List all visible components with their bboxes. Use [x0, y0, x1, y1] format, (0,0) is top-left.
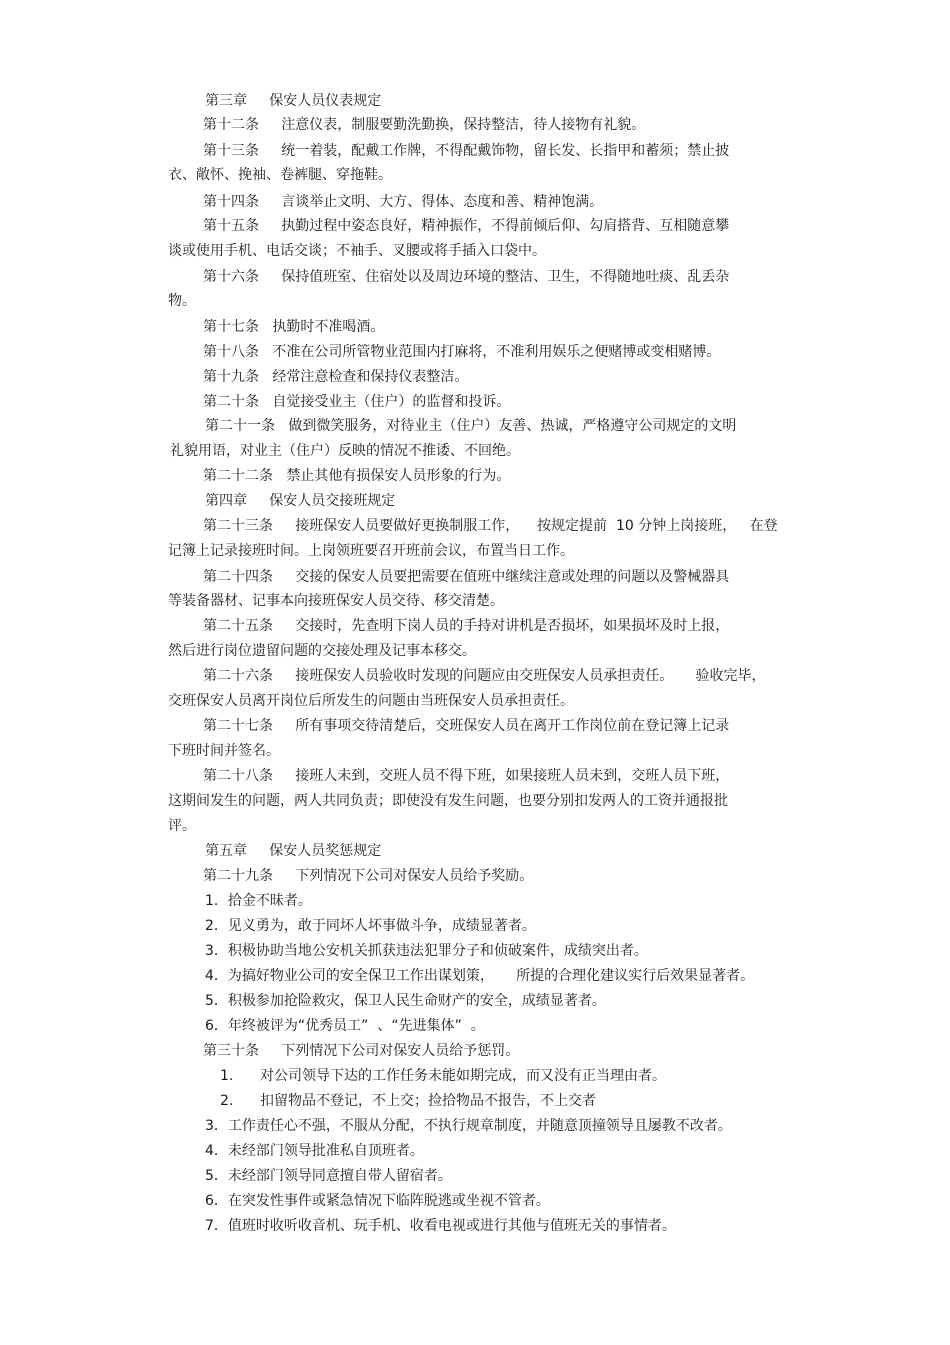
article-line: 第三十条 下列情况下公司对保安人员给予惩罚。 — [203, 1043, 520, 1059]
article-continuation: 谈或使用手机、电话交谈；不袖手、叉腰或将手插入口袋中。 — [168, 243, 546, 259]
list-item: 5．积极参加抢险救灾，保卫人民生命财产的安全，成绩显著者。 — [205, 993, 606, 1009]
list-item: 2．见义勇为，敢于同坏人坏事做斗争，成绩显著者。 — [205, 918, 536, 934]
list-item: 6．年终被评为“优秀员工” 、“先进集体” 。 — [205, 1018, 485, 1034]
article-continuation: 衣、敞怀、挽袖、卷裤腿、穿拖鞋。 — [168, 167, 392, 183]
list-item: 4．为搞好物业公司的安全保卫工作出谋划策， 所提的合理化建议实行后效果显著者。 — [205, 968, 755, 984]
list-item: 7．值班时收听收音机、玩手机、收看电视或进行其他与值班无关的事情者。 — [205, 1218, 676, 1234]
article-line: 第二十五条 交接时，先查明下岗人员的手持对讲机是否损坏，如果损坏及时上报， — [203, 618, 730, 634]
list-item: 2. 扣留物品不登记，不上交；捡拾物品不报告，不上交者 — [220, 1093, 597, 1109]
article-line: 第二十九条 下列情况下公司对保安人员给予奖励。 — [203, 868, 534, 884]
list-item: 6．在突发性事件或紧急情况下临阵脱逃或坐视不管者。 — [205, 1193, 550, 1209]
article-line: 第二十条 自觉接受业主（住户）的监督和投诉。 — [203, 394, 511, 410]
article-continuation: 物。 — [168, 293, 196, 309]
list-item: 4．未经部门领导批准私自顶班者。 — [205, 1143, 424, 1159]
article-line: 第二十八条 接班人未到，交班人员不得下班，如果接班人员未到，交班人员下班， — [203, 768, 730, 784]
article-line: 第二十三条 接班保安人员要做好更换制服工作， 按规定提前 10 分钟上岗接班， 在登 — [203, 518, 778, 534]
article-continuation: 然后进行岗位遗留问题的交接处理及记事本移交。 — [168, 643, 476, 659]
article-line: 第十六条 保持值班室、住宿处以及周边环境的整洁、卫生，不得随地吐痰、乱丢杂 — [203, 269, 730, 285]
list-item: 5．未经部门领导同意擅自带人留宿者。 — [205, 1168, 452, 1184]
list-item: 1．拾金不昧者。 — [205, 893, 312, 909]
article-continuation: 这期间发生的问题，两人共同负责；即使没有发生问题，也要分别扣发两人的工资并通报批 — [168, 793, 728, 809]
article-continuation: 等装备器材、记事本向接班保安人员交待、移交清楚。 — [168, 593, 504, 609]
list-item: 3．积极协助当地公安机关抓获违法犯罪分子和侦破案件，成绩突出者。 — [205, 943, 648, 959]
article-line: 第二十七条 所有事项交待清楚后，交班保安人员在离开工作岗位前在登记簿上记录 — [203, 718, 730, 734]
article-line: 第二十四条 交接的保安人员要把需要在值班中继续注意或处理的问题以及警械器具 — [203, 569, 730, 585]
article-line: 第二十六条 接班保安人员验收时发现的问题应由交班保安人员承担责任。 验收完毕， — [203, 668, 766, 684]
article-continuation: 评。 — [168, 818, 196, 834]
article-line: 第二十一条 做到微笑服务，对待业主（住户）友善、热诚，严格遵守公司规定的文明 — [205, 418, 737, 434]
chapter-heading: 第三章 保安人员仪表规定 — [205, 93, 382, 109]
article-line: 第十二条 注意仪表，制服要勤洗勤换，保持整洁，待人接物有礼貌。 — [203, 117, 646, 133]
article-line: 第十四条 言谈举止文明、大方、得体、态度和善、精神饱满。 — [203, 194, 604, 210]
article-line: 第十七条 执勤时不准喝酒。 — [203, 319, 385, 335]
article-line: 第二十二条 禁止其他有损保安人员形象的行为。 — [203, 468, 511, 484]
article-line: 第十九条 经常注意检查和保持仪表整洁。 — [203, 369, 469, 385]
article-continuation: 交班保安人员离开岗位后所发生的问题由当班保安人员承担责任。 — [168, 693, 574, 709]
article-continuation: 下班时间并签名。 — [168, 743, 280, 759]
chapter-heading: 第五章 保安人员奖惩规定 — [205, 843, 382, 859]
list-item: 3．工作责任心不强，不服从分配，不执行规章制度，并随意顶撞领导且屡教不改者。 — [205, 1118, 732, 1134]
list-item: 1. 对公司领导下达的工作任务未能如期完成，而又没有正当理由者。 — [220, 1068, 667, 1084]
chapter-heading: 第四章 保安人员交接班规定 — [205, 493, 396, 509]
article-line: 第十三条 统一着装，配戴工作牌，不得配戴饰物，留长发、长指甲和蓄须；禁止披 — [203, 143, 730, 159]
article-continuation: 记簿上记录接班时间。上岗领班要召开班前会议，布置当日工作。 — [168, 543, 574, 559]
article-continuation: 礼貌用语，对业主（住户）反映的情况不推诿、不回绝。 — [170, 443, 520, 459]
article-line: 第十八条 不准在公司所管物业范围内打麻将，不准利用娱乐之便赌博或变相赌博。 — [203, 344, 721, 360]
article-line: 第十五条 执勤过程中姿态良好，精神振作，不得前倾后仰、勾肩搭背、互相随意攀 — [203, 218, 730, 234]
